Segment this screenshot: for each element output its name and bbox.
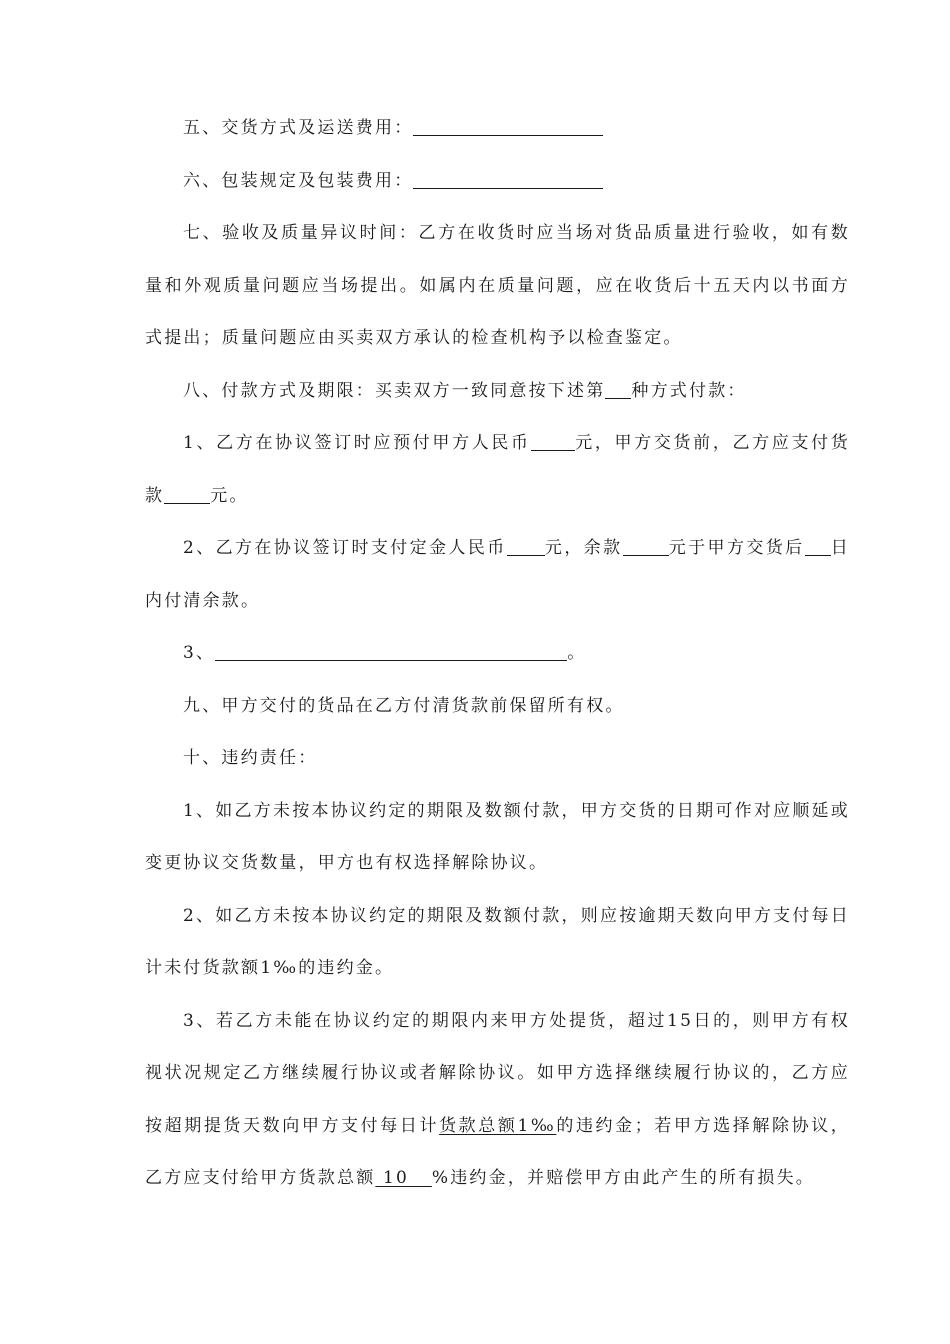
blank-field[interactable]	[164, 486, 210, 504]
blank-field[interactable]	[623, 538, 669, 556]
clause-8-text: 八、付款方式及期限：买卖双方一致同意按下述第	[183, 380, 606, 401]
blank-field[interactable]	[805, 538, 831, 556]
clause-text: 1、乙方在协议签订时应预付甲方人民币	[183, 433, 531, 453]
blank-field[interactable]	[605, 381, 631, 399]
clause-6-text: 六、包装规定及包装费用：	[183, 170, 414, 191]
clause-7: 七、验收及质量异议时间：乙方在收货时应当场对货品质量进行验收，如有数量和外观质量问题应当场提出。如属内在质量问题，应在收货后十五天内以书面方式提出；质量问题应由买卖双方承认的检查机构予以检查鉴定。	[145, 223, 850, 348]
clause-9: 九、甲方交付的货品在乙方付清货款前保留所有权。	[183, 695, 625, 716]
filled-percent-value[interactable]: 10	[375, 1168, 432, 1188]
clause-10-3	[145, 995, 850, 1205]
blank-field[interactable]	[413, 118, 603, 136]
clause-10: 十、违约责任：	[183, 748, 318, 768]
clause-6	[145, 155, 850, 208]
clause-5	[145, 102, 850, 155]
clause-10-2: 2、如乙方未按本协议约定的期限及数额付款，则应按逾期天数向甲方支付每日计未付货款额1‰的违约金。	[145, 905, 850, 978]
clause-8	[145, 365, 850, 418]
clause-text: 元于甲方交货后	[668, 538, 805, 558]
clause-5-text: 五、交货方式及运送费用：	[183, 118, 414, 138]
clause-text: 3、若乙方未能在协议约定的期限内来甲方处提货，超过15日的，则甲方有权视状况规定乙方继续履行协议或者解除协议。如甲方选择继续履行协议的，乙方应按超期提货天数向甲方支付每日计	[145, 1010, 850, 1136]
clause-8-text: 种方式付款：	[631, 380, 747, 401]
clause-10-1: 1、如乙方未按本协议约定的期限及数额付款，甲方交货的日期可作对应顺延或变更协议交货数量，甲方也有权选择解除协议。	[145, 800, 850, 873]
clause-text: 元，余款	[544, 538, 623, 558]
clause-text: 2、乙方在协议签订时支付定金人民币	[183, 538, 507, 558]
clause-text: 元，甲方交货前，乙方应支付货款	[145, 433, 850, 506]
clause-8-3	[145, 627, 850, 680]
blank-field[interactable]	[531, 433, 575, 451]
blank-field[interactable]	[413, 171, 603, 189]
blank-field[interactable]	[507, 538, 545, 556]
contract-page	[145, 102, 850, 1205]
clause-text: 元。	[210, 485, 249, 506]
clause-text: 的违约金；若甲方选择解除协议，乙方应支付给甲方货款总额	[145, 1115, 851, 1188]
clause-text: 。	[567, 643, 587, 663]
clause-8-1	[145, 417, 850, 522]
clause-text: 日内付清余款。	[145, 538, 850, 611]
clause-8-2	[145, 522, 850, 627]
blank-field[interactable]	[215, 643, 567, 661]
underlined-term: 货款总额1‰	[439, 1115, 557, 1136]
clause-text: 3、	[183, 643, 216, 663]
clause-text: %违约金，并赔偿甲方由此产生的所有损失。	[431, 1168, 816, 1188]
